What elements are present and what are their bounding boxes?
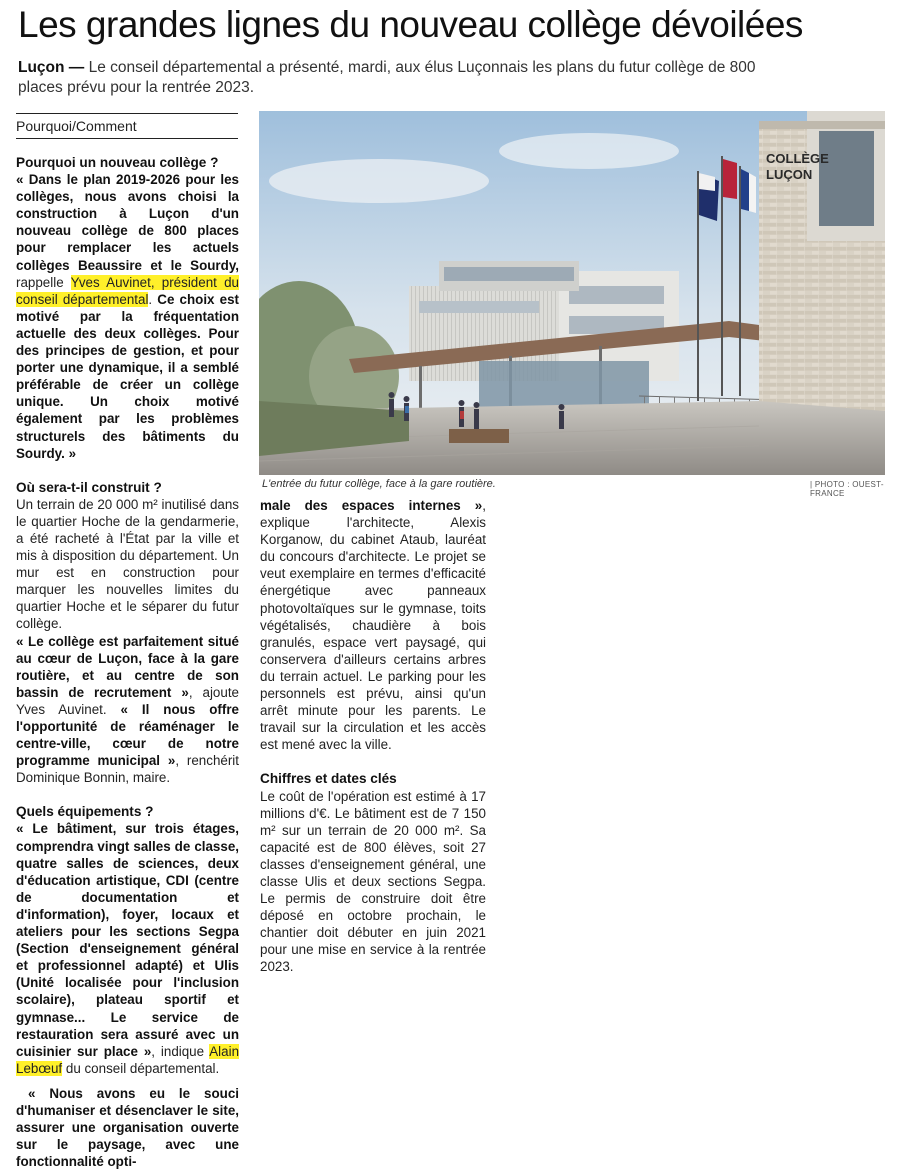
photo-credit: | PHOTO : OUEST-FRANCE: [810, 480, 884, 498]
rubric-label: Pourquoi/Comment: [16, 118, 137, 134]
heading-ou: Où sera-t-il construit ?: [16, 479, 162, 495]
paragraph-situation: « Le collège est parfaitement situé au cœur de Luçon, face à la gare routière, et au centre de son bassin de recrutement », ajoute Yves Auvinet. « Il nous offre l'opportunité de réaménager le centre-ville, cœur de notre programme municipal », renchérit Dominique Bonnin, maire.: [16, 633, 239, 786]
heading-equipements: Quels équipements ?: [16, 804, 154, 820]
article-photo: [259, 111, 885, 475]
paragraph-terrain: Un terrain de 20 000 m² inutilisé dans le quartier Hoche de la gendarmerie, a été racheté à l'État par la ville et mis à disposition du département. Un mur est en construction pour marquer les nouvelles limites du quartier Hoche et le séparer du futur collège.: [16, 496, 239, 632]
paragraph-equipements: « Le bâtiment, sur trois étages, comprendra vingt salles de classe, quatre salles de sciences, deux d'éducation artistique, CDI (centre de documentation et d'information), foyer, locaux et ateliers pour les sections Segpa (Section d'enseignement général et professionnel adapté) et Ulis (Unité localisée pour l'inclusion scolaire), plateau sportif et gymnase... Le service de restauration sera assuré avec un cuisinier sur place », indique Alain Lebœuf du conseil départemental.: [16, 821, 240, 1076]
article-column-2: [260, 497, 486, 976]
heading-pourquoi: Pourquoi un nouveau collège ?: [16, 155, 219, 170]
lead-text: Le conseil départemental a présenté, mardi, aux élus Luçonnais les plans du futur collège de 800 places prévu pour la rentrée 2023.: [18, 59, 756, 96]
highlight-yves-auvinet: Yves Auvinet, président du conseil départemental: [16, 274, 239, 307]
sign-line-2: LUÇON: [766, 167, 813, 182]
paragraph-architecte-quote: « Nous avons eu le souci d'humaniser et désenclaver le site, assurer une organisation ouverte sur le paysage, avec une fonctionnalité opti-: [16, 1085, 239, 1170]
lead-paragraph: [18, 58, 788, 98]
sign-line-1: COLLÈGE: [766, 151, 829, 166]
heading-chiffres: Chiffres et dates clés: [260, 771, 397, 787]
highlight-alain-leboeuf: Alain Lebœuf: [16, 1043, 240, 1076]
rubric-bar: [16, 113, 238, 139]
college-rendering-image: [259, 111, 885, 475]
lead-place: Luçon —: [18, 59, 85, 76]
photo-caption: L'entrée du futur collège, face à la gare routière.: [262, 478, 496, 490]
headline: Les grandes lignes du nouveau collège dévoilées: [18, 4, 803, 45]
paragraph-pourquoi: « Dans le plan 2019-2026 pour les collèges, nous avons choisi la construction à Luçon d'un nouveau collège de 800 places pour remplacer les actuels collèges Beaussire et le Sourdy, rappelle Yves Auvinet, président du conseil départemental. Ce choix est motivé par la fréquentation actuelle des deux collèges. Pour des principes de gestion, et pour porter une dynamique, il a semblé préférable de créer un collège unique. Un choix motivé également par les problèmes structurels des bâtiments du Sourdy. »: [16, 172, 239, 461]
paragraph-chiffres: Le coût de l'opération est estimé à 17 millions d'€. Le bâtiment est de 7 150 m² sur un terrain de 20 000 m². Sa capacité est de 800 élèves, soit 27 classes d'enseignement général, une classe Ulis et deux sections Segpa. Le permis de construire doit être déposé en octobre prochain, le chantier doit débuter en juin 2021 pour une mise en service à la rentrée 2023.: [260, 788, 486, 975]
paragraph-architecte: male des espaces internes », explique l'architecte, Alexis Korganow, du cabinet Ataub, lauréat du concours d'architecte. Le projet se veut exemplaire en termes d'efficacité énergétique avec panneaux photovoltaïques sur le gymnase, toits végétalisés, chaudière à bois granulés, espace vert paysagé, qui conservera d'ailleurs certains arbres du terrain actuel. Le parking pour les personnels est prévu, ainsi qu'un arrêt minute pour les parents. Le travail sur la circulation et les accès est mené avec la ville.: [260, 498, 486, 753]
article-column-1: [16, 154, 239, 1170]
